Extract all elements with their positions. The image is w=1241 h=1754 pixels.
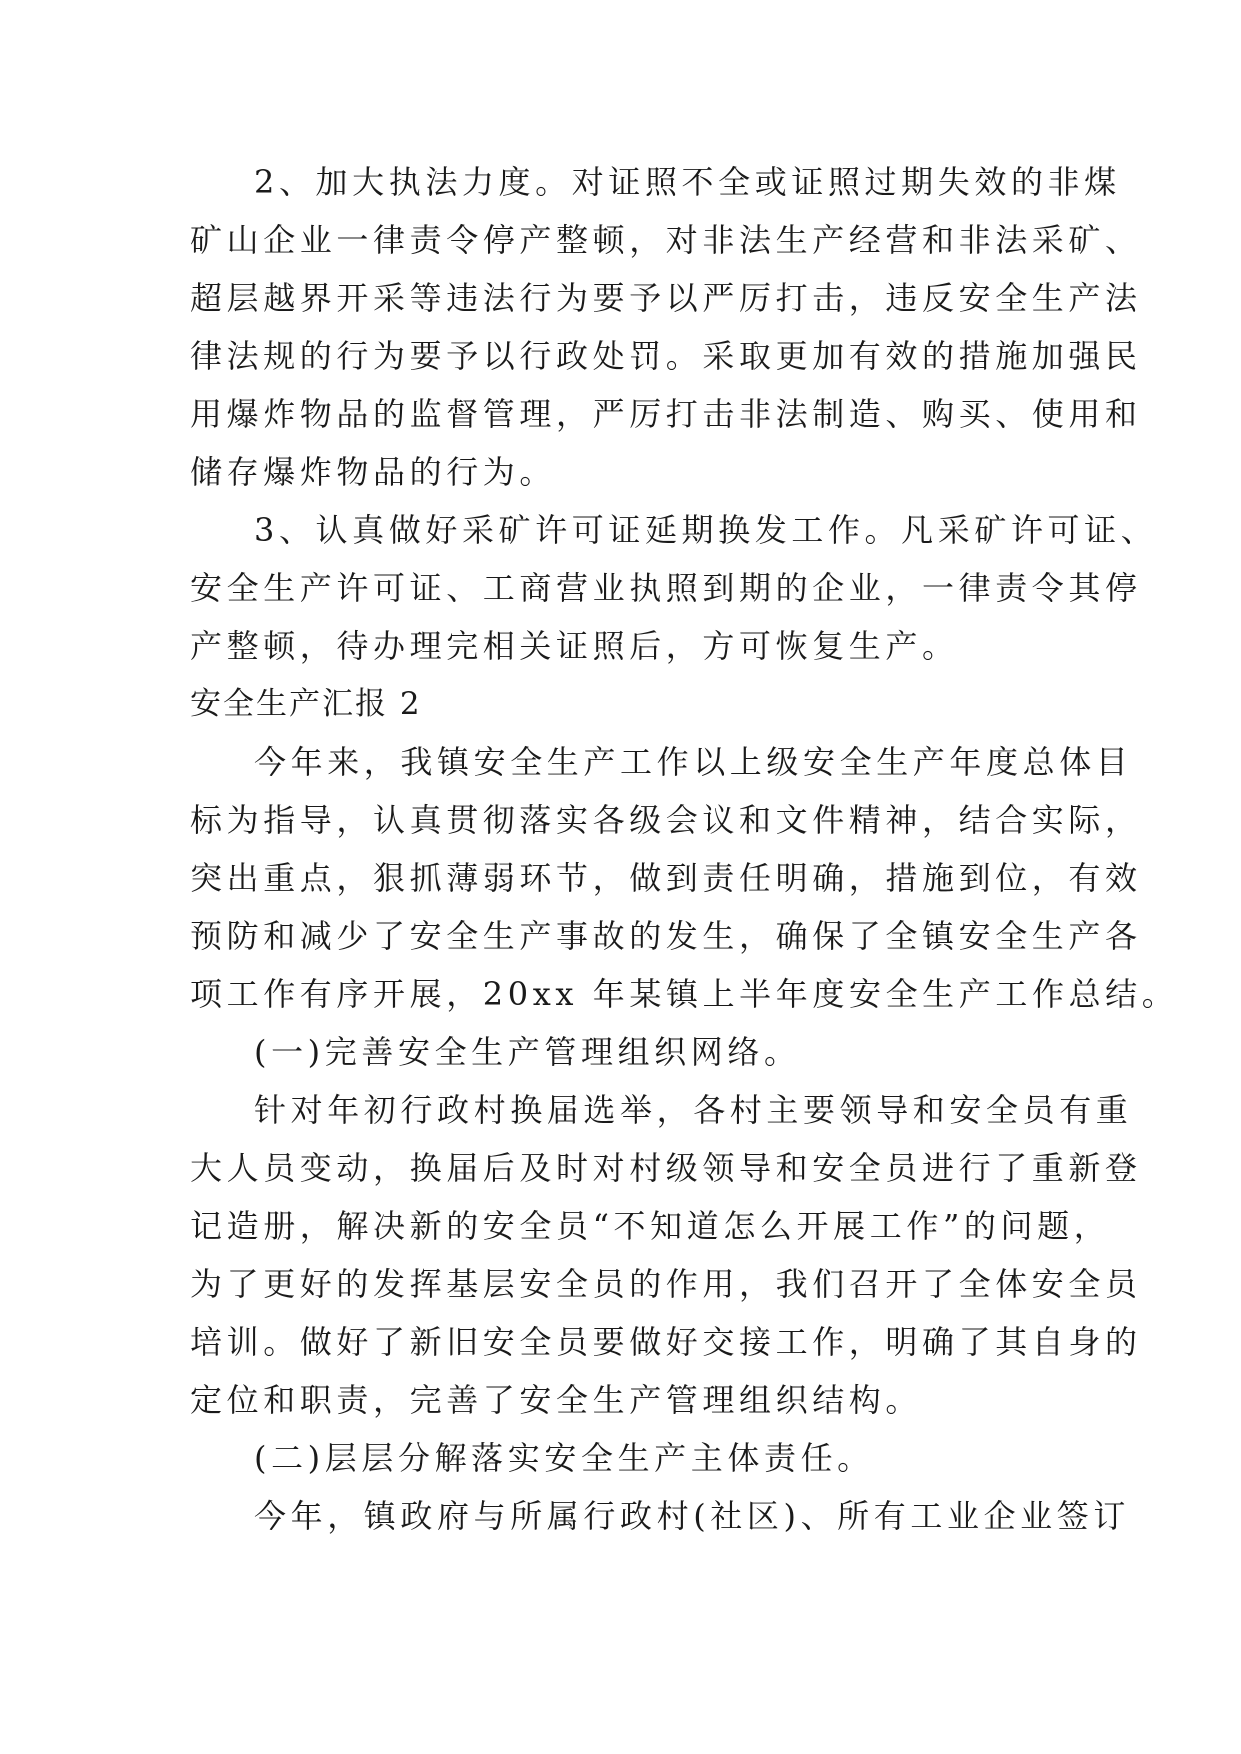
paragraph-line: 律法规的行为要予以行政处罚。采取更加有效的措施加强民 [190,337,1142,375]
paragraph-line: 储存爆炸物品的行为。 [190,453,557,491]
paragraph-line: 2、加大执法力度。对证照不全或证照过期失效的非煤 [254,163,1121,201]
paragraph-line: 标为指导，认真贯彻落实各级会议和文件精神，结合实际， [190,801,1142,839]
paragraph-line: 用爆炸物品的监督管理，严厉打击非法制造、购买、使用和 [190,395,1142,433]
paragraph-line: 培训。做好了新旧安全员要做好交接工作，明确了其自身的 [190,1323,1142,1361]
paragraph-line: 针对年初行政村换届选举，各村主要领导和安全员有重 [254,1091,1133,1129]
paragraph-line: 超层越界开采等违法行为要予以严厉打击，违反安全生产法 [190,279,1142,317]
paragraph-line: 今年，镇政府与所属行政村(社区)、所有工业企业签订 [254,1497,1130,1535]
paragraph-line: 项工作有序开展，20xx 年某镇上半年度安全生产工作总结。 [190,975,1179,1013]
paragraph-line: 记造册，解决新的安全员“不知道怎么开展工作”的问题， [190,1207,1111,1245]
paragraph-line: 大人员变动，换届后及时对村级领导和安全员进行了重新登 [190,1149,1142,1187]
paragraph-line: 安全生产许可证、工商营业执照到期的企业，一律责令其停 [190,569,1142,607]
subsection-heading: (二)层层分解落实安全生产主体责任。 [254,1439,874,1477]
subsection-heading: (一)完善安全生产管理组织网络。 [254,1033,801,1071]
paragraph-line: 3、认真做好采矿许可证延期换发工作。凡采矿许可证、 [254,511,1158,549]
paragraph-line: 今年来，我镇安全生产工作以上级安全生产年度总体目 [254,743,1133,781]
paragraph-line: 突出重点，狠抓薄弱环节，做到责任明确，措施到位，有效 [190,859,1142,897]
section-heading: 安全生产汇报 2 [190,686,422,722]
paragraph-line: 矿山企业一律责令停产整顿，对非法生产经营和非法采矿、 [190,221,1142,259]
paragraph-line: 预防和减少了安全生产事故的发生，确保了全镇安全生产各 [190,917,1142,955]
paragraph-line: 定位和职责，完善了安全生产管理组织结构。 [190,1381,923,1419]
paragraph-line: 产整顿，待办理完相关证照后，方可恢复生产。 [190,627,959,665]
paragraph-line: 为了更好的发挥基层安全员的作用，我们召开了全体安全员 [190,1265,1142,1303]
